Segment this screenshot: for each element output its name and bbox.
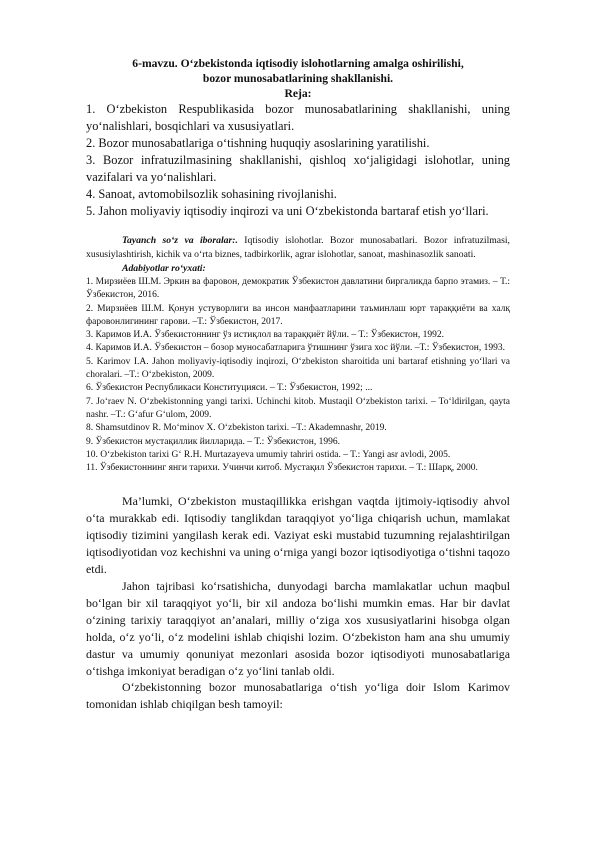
literature-item: 11. Ўзбекистоннинг янги тарихи. Учинчи китоб. Мустақил Ўзбекистон тарихи. – Т.: Шарқ, 2000. xyxy=(86,463,478,474)
plan-heading: Reja: xyxy=(284,87,312,100)
body-paragraph: Jahon tajribasi ko‘rsatishicha, dunyodagi barcha mamlakatlar uchun maqbul bo‘lgan bir xil taraqqiyot yo‘li, bir xil andoza bo‘lishi mumkin emas. Har bir davlat o‘zining tarixiy taraqqiyot an’analari, milliy o‘ziga xos xususiyatlarini hisobga olgan holda, o‘z yo‘li, o‘z modelini ishlab chiqishi lozim. O‘zbekiston ham ana shu umumiy dastur va umumiy qonuniyat mezonlari asosida bozor iqtisodiyoti munosabatlariga o‘tishga imkoniyat beradigan o‘z yo‘lini tanlab oldi. xyxy=(86,578,510,678)
plan-section xyxy=(86,86,510,220)
literature-item: 10. O‘zbekiston tarixi G‘ R.H. Murtazayeva umumiy tahriri ostida. – T.: Yangi asr avlodi, 2005. xyxy=(86,449,451,460)
plan-item: 4. Sanoat, avtomobilsozlik sohasining rivojlanishi. xyxy=(86,187,337,201)
page-title xyxy=(86,56,510,86)
body-paragraph: Ma’lumki, O‘zbekiston mustaqillikka erishgan vaqtda ijtimoiy-iqtisodiy ahvol o‘ta murakkab edi. Iqtisodiy tanglikdan taraqqiyot yo‘liga chiqarish uchun, mamlakat iqtisodiy tizimini yangilash kerak edi. Vaziyat eski mustabid tuzumning rejalashtirilgan iqtisodiyotidan voz kechishni va uning o‘rniga yangi bozor iqtisodiyotiga o‘tishni taqozo etdi. xyxy=(86,494,510,577)
literature-section xyxy=(86,262,510,475)
plan-item: 2. Bozor munosabatlariga o‘tishning huquqiy asoslarining yaratilishi. xyxy=(86,136,430,150)
literature-item: 2. Мирзиёев Ш.М. Қонун устуворлиги ва инсон манфаатларини таъминлаш юрт тараққиёти ва халқ фаровонлигининг гарови. –Т.: Ўзбекистон, 2017. xyxy=(86,303,510,327)
keywords-paragraph xyxy=(86,234,510,262)
body-paragraph: O‘zbekistonning bozor munosabatlariga o‘tish yo‘liga doir Islom Karimov tomonidan ishlab chiqilgan besh tamoyil: xyxy=(86,680,510,712)
keywords-label: Tayanch so‘z va iboralar:. xyxy=(122,235,238,246)
plan-item: 5. Jahon moliyaviy iqtisodiy inqirozi va uni O‘zbekistonda bartaraf etish yo‘llari. xyxy=(86,204,489,218)
literature-item: 6. Ўзбекистон Республикаси Конституцияси. – Т.: Ўзбекистон, 1992; ... xyxy=(86,383,373,394)
literature-item: 8. Shamsutdinov R. Mo‘minov X. O‘zbekiston tarixi. –T.: Akademnashr, 2019. xyxy=(86,423,387,434)
literature-item: 3. Каримов И.А. Ўзбекистоннинг ўз истиқлол ва тараққиёт йўли. – Т.: Ўзбекистон, 1992. xyxy=(86,330,444,341)
main-text xyxy=(86,493,510,713)
literature-item: 4. Каримов И.А. Ўзбекистон – бозор муносабатларига ўтишнинг ўзига хос йўли. –Т.: Ўзбекистон, 1993. xyxy=(86,343,506,354)
title-line-1: 6-mavzu. O‘zbekistonda iqtisodiy islohotlarning amalga oshirilishi, xyxy=(132,57,464,70)
literature-item: 5. Karimov I.A. Jahon moliyaviy-iqtisodiy inqirozi, O‘zbekiston sharoitida uni bartaraf etishning yo‘llari va choralari. –T.: O‘zbekiston, 2009. xyxy=(86,356,510,381)
title-line-2: bozor munosabatlarining shakllanishi. xyxy=(202,72,394,85)
literature-item: 9. Ўзбекистон мустақиллик йилларида. – Т.: Ўзбекистон, 1996. xyxy=(86,436,340,447)
plan-item: 1. O‘zbekiston Respublikasida bozor munosabatlarining shakllanishi, uning yo‘nalishlari, bosqichlari va xususiyatlari. xyxy=(86,102,510,133)
keywords-text: Iqtisodiy islohotlar. Bozor munosabatlari. Bozor infratuzilmasi, xususiylashtirish, kichik va o‘rta biznes, tadbirkorlik, agrar islohotlar, sanoat, mashinasozlik sanoati. xyxy=(86,235,510,260)
literature-heading: Adabiyotlar ro‘yxati: xyxy=(122,263,206,274)
plan-item: 3. Bozor infratuzilmasining shakllanishi, qishloq xo‘jaligidagi islohotlar, uning vazifalari va yo‘nalishlari. xyxy=(86,153,510,184)
literature-item: 1. Мирзиёев Ш.М. Эркин ва фаровон, демократик Ўзбекистон давлатини биргаликда барпо этамиз. – Т.: Ўзбекистон, 2016. xyxy=(86,277,510,301)
literature-item: 7. Jo‘raev N. O‘zbekistonning yangi tarixi. Uchinchi kitob. Mustaqil O‘zbekiston tarixi. – To‘ldirilgan, qayta nashr. –T.: G‘afur G‘ulom, 2009. xyxy=(86,396,510,420)
